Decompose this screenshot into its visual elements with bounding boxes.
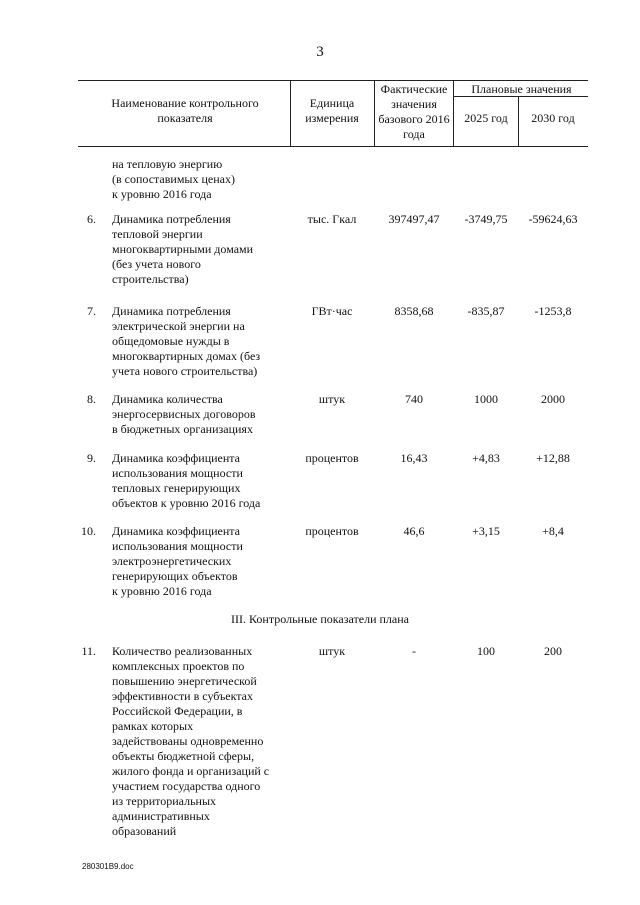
continued-row-text: на тепловую энергию (в сопоставимых ценах) к уровню 2016 года: [112, 157, 235, 201]
row-description: Динамика количества энергосервисных договоров в бюджетных организациях: [112, 392, 256, 436]
row-unit: тыс. Гкал: [307, 212, 357, 226]
row-number: 6.: [87, 212, 96, 226]
row-number: 9.: [87, 451, 96, 465]
row-description: Динамика потребления электрической энергии на общедомовые нужды в многоквартирных домах (без учета нового строительства): [112, 304, 261, 378]
row-actual: -: [412, 644, 416, 658]
row-2025: -3749,75: [464, 212, 508, 226]
header-unit: Единица измерения: [305, 96, 359, 125]
row-unit: ГВт·час: [311, 304, 353, 318]
row-unit: процентов: [305, 451, 359, 465]
row-actual: 46,6: [403, 524, 425, 538]
row-description: Динамика коэффициента использования мощности электроэнергетических генерирующих объектов к уровню 2016 года: [112, 524, 243, 598]
row-2025: -835,87: [467, 304, 505, 318]
header-bottom-rule: [78, 146, 588, 147]
col-divider-3: [453, 80, 454, 146]
header-top-rule: [78, 80, 588, 81]
row-number: 10.: [81, 524, 96, 538]
row-actual: 740: [405, 392, 423, 406]
col-divider-2: [374, 80, 375, 146]
row-2025: 1000: [474, 392, 498, 406]
header-2030: 2030 год: [531, 111, 575, 125]
row-description: Динамика коэффициента использования мощности тепловых генерирующих объектов к уровню 2016 года: [112, 451, 261, 510]
page-number: 3: [316, 44, 324, 60]
row-unit: штук: [318, 644, 346, 658]
header-2025: 2025 год: [464, 111, 508, 125]
row-actual: 8358,68: [394, 304, 434, 318]
row-unit: процентов: [305, 524, 359, 538]
row-2030: -1253,8: [534, 304, 572, 318]
row-2025: +3,15: [472, 524, 500, 538]
row-2030: 2000: [541, 392, 565, 406]
row-number: 11.: [81, 644, 96, 658]
row-unit: штук: [318, 392, 346, 406]
row-actual: 16,43: [400, 451, 428, 465]
row-2030: +8,4: [542, 524, 564, 538]
row-2025: 100: [477, 644, 495, 658]
row-actual: 397497,47: [388, 212, 440, 226]
row-number: 7.: [87, 304, 96, 318]
header-actual: Фактические значения базового 2016 года: [378, 82, 450, 141]
header-planned: Плановые значения: [471, 82, 572, 96]
section-title: III. Контрольные показатели плана: [231, 612, 409, 626]
row-2025: +4,83: [472, 451, 500, 465]
row-description: Динамика потребления тепловой энергии многоквартирными домами (без учета нового строительства): [112, 212, 254, 286]
row-2030: 200: [544, 644, 562, 658]
row-2030: +12,88: [536, 451, 570, 465]
row-2030: -59624,63: [528, 212, 578, 226]
footer-filename: 280301B9.doc: [82, 862, 134, 871]
row-number: 8.: [87, 392, 96, 406]
col-divider-4: [518, 96, 519, 146]
col-divider-1: [290, 80, 291, 146]
row-description: Количество реализованных комплексных проектов по повышению энергетической эффективности в субъектах Российской Федерации, в рамках которых задействованы одновременно объекты бюджетной сферы, жилого фонда и организаций с участием государства одного из территориальных административных образований: [112, 644, 270, 838]
header-indicator: Наименование контрольного показателя: [111, 96, 259, 125]
